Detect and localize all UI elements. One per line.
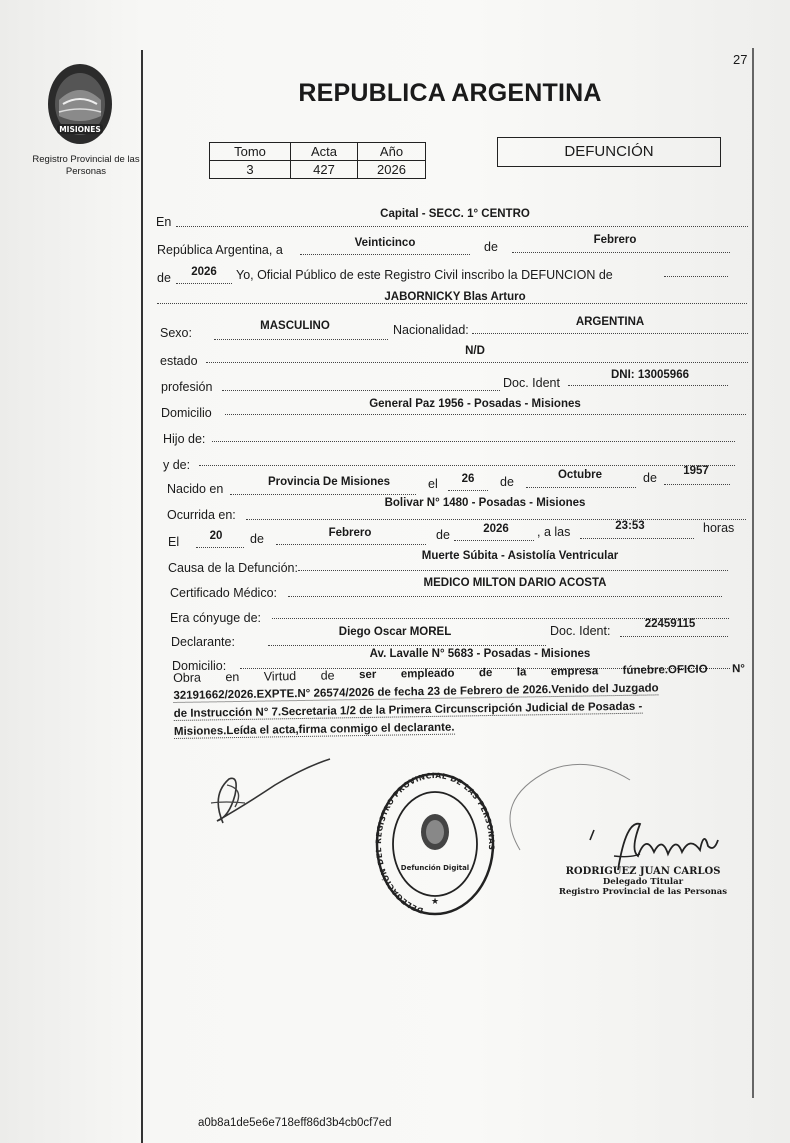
dotted-line [196, 547, 244, 548]
obs-word: empleado [400, 667, 455, 681]
stamp-outer-text: DELEGACIÓN DEL REGISTRO PROVINCIAL DE LAS PERSONAS [374, 770, 496, 916]
dotted-line [206, 362, 748, 363]
registry-name: Registro Provincial de las Personas [32, 154, 140, 177]
obs-word: en [225, 669, 240, 685]
page-title: REPUBLICA ARGENTINA [298, 79, 602, 107]
label-y-de: y de: [163, 458, 191, 472]
value-dni: DNI: 13005966 [611, 369, 689, 381]
dotted-line [222, 390, 500, 391]
officer-organization: Registro Provincial de las Personas [558, 887, 728, 897]
label-declarante: Declarante: [171, 635, 235, 649]
value-birthplace: Provincia De Misiones [267, 476, 391, 488]
officer-name: RODRIGUEZ JUAN CARLOS [565, 866, 721, 877]
stamp-star-icon: ★ [430, 896, 440, 906]
dotted-line [176, 283, 232, 284]
dotted-line [454, 540, 534, 541]
obs-word: Obra [173, 670, 202, 685]
dotted-line [512, 252, 730, 253]
label-de: de [436, 528, 450, 542]
value-nationality: ARGENTINA [575, 316, 645, 328]
value-cause-of-death: Muerte Súbita - Asistolía Ventricular [421, 550, 619, 562]
value-death-month: Febrero [328, 527, 372, 539]
label-de: de [484, 240, 498, 254]
value-death-year: 2026 [483, 523, 509, 535]
value-location: Capital - SECC. 1° CENTRO [380, 208, 530, 220]
dotted-line [268, 645, 546, 646]
officer-role: Delegado Titular [602, 877, 684, 887]
dotted-line [199, 465, 735, 466]
label-ocurrida-en: Ocurrida en: [167, 508, 236, 522]
declarant-signature [205, 745, 335, 845]
dotted-line [214, 339, 388, 340]
obs-word: la [516, 666, 527, 679]
label-domicilio: Domicilio [161, 406, 212, 420]
dotted-line [212, 441, 735, 442]
obs-word: Virtud [263, 669, 297, 684]
value-day: Veinticinco [354, 237, 416, 249]
value-declarant-address: Av. Lavalle N° 5683 - Posadas - Misiones [369, 648, 591, 660]
label-horas: horas [703, 521, 735, 535]
label-republica: República Argentina, a [157, 243, 283, 257]
label-doc-ident-declarante: Doc. Ident: [550, 624, 611, 638]
margin-line [141, 50, 143, 1143]
header-tomo: Tomo [210, 143, 291, 161]
dotted-line [472, 333, 748, 334]
dotted-line [298, 570, 728, 571]
dotted-line [580, 538, 694, 539]
label-nacido-en: Nacido en [167, 482, 224, 496]
label-doc-ident: Doc. Ident [503, 376, 560, 390]
dotted-line [448, 490, 488, 491]
officer-signature [490, 760, 730, 880]
label-de: de [157, 271, 171, 285]
value-acta: 427 [291, 161, 358, 179]
value-birth-day: 26 [461, 473, 475, 485]
value-year: 2026 [191, 266, 217, 278]
dotted-line [288, 596, 722, 597]
label-el-fecha: El [168, 535, 180, 549]
obs-word: de [478, 666, 493, 680]
value-deceased-name: JABORNICKY Blas Arturo [384, 291, 526, 303]
value-declarant-doc: 22459115 [644, 618, 696, 630]
right-margin-line [752, 48, 754, 1098]
observations-paragraph [173, 661, 746, 741]
dotted-line [526, 487, 636, 488]
label-nacionalidad: Nacionalidad: [393, 323, 469, 337]
label-en: En [156, 215, 172, 229]
dotted-line [300, 254, 470, 255]
dotted-line [246, 519, 746, 520]
dotted-line [664, 276, 728, 277]
obs-word: de [320, 668, 335, 683]
value-medical-certificate: MEDICO MILTON DARIO ACOSTA [423, 577, 607, 589]
label-inscribo: Yo, Oficial Público de este Registro Civil inscribo la DEFUNCION de [236, 268, 613, 282]
dotted-line [664, 484, 730, 485]
logo-text: MISIONES [59, 125, 101, 134]
obs-word: fúnebre.OFICIO [622, 663, 708, 677]
dotted-line [568, 385, 728, 386]
obs-word: empresa [550, 665, 599, 679]
value-birth-year: 1957 [683, 465, 709, 477]
label-a-las: , a las [537, 525, 571, 539]
obs-word: N° [731, 663, 746, 676]
observations-line-4: Misiones.Leída el acta,firma conmigo el declarante. [173, 721, 455, 738]
value-sex: MASCULINO [260, 320, 330, 332]
page-number: 27 [733, 52, 748, 67]
value-declarant-name: Diego Oscar MOREL [338, 626, 452, 638]
dotted-line [157, 303, 747, 304]
dotted-line [230, 494, 416, 495]
value-civil-status: N/D [465, 345, 485, 357]
value-anio: 2026 [358, 161, 426, 179]
label-hijo-de: Hijo de: [163, 432, 206, 446]
label-conyuge: Era cónyuge de: [170, 611, 262, 625]
label-sexo: Sexo: [160, 326, 192, 340]
dotted-line [620, 636, 728, 637]
official-stamp [374, 770, 496, 918]
header-acta: Acta [291, 143, 358, 161]
dotted-line [176, 226, 748, 227]
misiones-logo [45, 60, 115, 146]
document-hash: a0b8a1de5e6e718eff86d3b4cb0cf7ed [198, 1117, 392, 1129]
stamp-inner-text: Defunción Digital [400, 864, 470, 872]
dotted-line [276, 544, 426, 545]
label-causa: Causa de la Defunción: [168, 561, 298, 575]
value-tomo: 3 [210, 161, 291, 179]
label-profesion: profesión [161, 380, 213, 394]
label-de: de [500, 475, 514, 489]
header-anio: Año [358, 143, 426, 161]
observations-line-3: de Instrucción N° 7.Secretaria 1/2 de la Primera Circunscripción Judicial de Posadas - [173, 700, 643, 720]
label-estado: estado [160, 354, 198, 368]
dotted-line [225, 414, 746, 415]
value-address: General Paz 1956 - Posadas - Misiones [369, 398, 581, 410]
value-death-place: Bolivar N° 1480 - Posadas - Misiones [384, 497, 586, 509]
value-death-time: 23:53 [615, 520, 645, 532]
record-index-table [209, 142, 426, 179]
value-birth-month: Octubre [557, 469, 603, 481]
label-domicilio-declarante: Domicilio: [172, 659, 227, 673]
value-death-day: 20 [209, 530, 223, 542]
obs-word: ser [358, 668, 377, 682]
label-certificado: Certificado Médico: [170, 586, 277, 600]
officer-block [548, 866, 738, 897]
label-de: de [250, 532, 264, 546]
observations-line-2: 32191662/2026.EXPTE.N° 26574/2026 de fecha 23 de Febrero de 2026.Venido del Juzgado [173, 682, 659, 702]
value-month: Febrero [593, 234, 637, 246]
label-el: el [428, 477, 438, 491]
label-de: de [643, 471, 657, 485]
record-type-box: DEFUNCIÓN [497, 137, 721, 167]
